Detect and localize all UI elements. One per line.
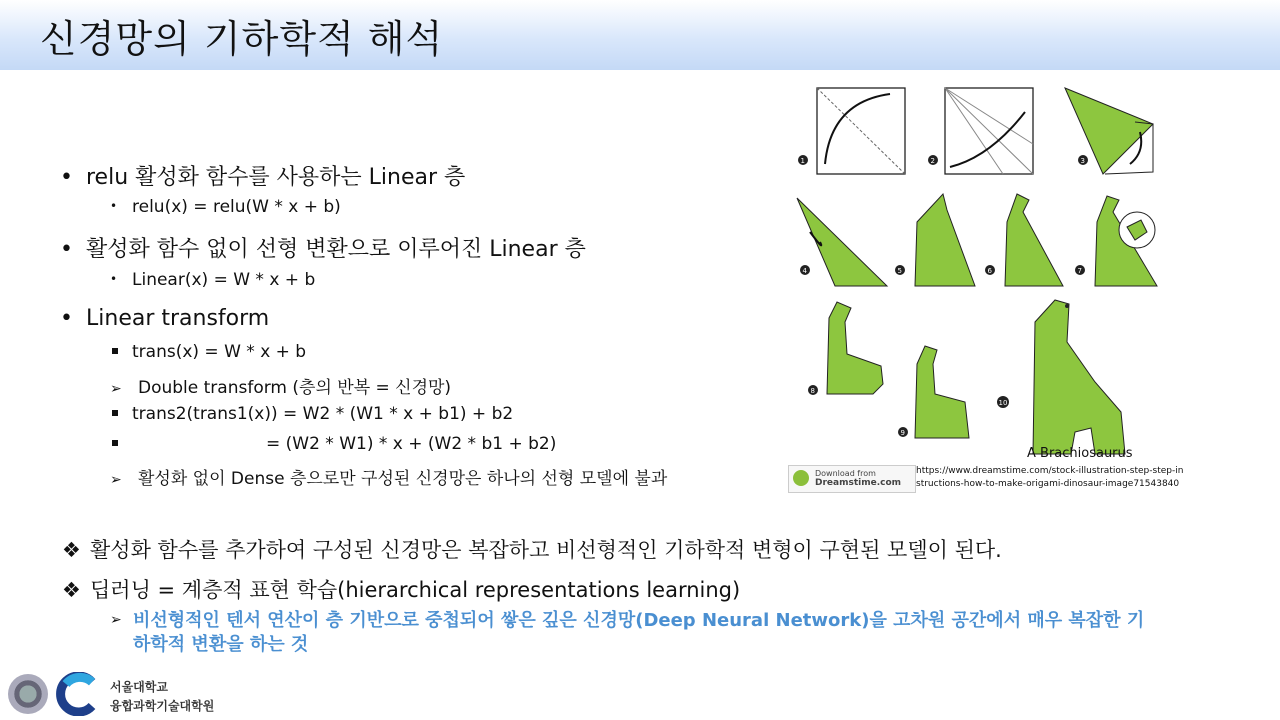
- bullet-text: Double transform (층의 반복 = 신경망): [138, 378, 452, 398]
- step-1-diagram: [798, 88, 905, 174]
- svg-text:10: 10: [998, 399, 1008, 407]
- title-bar: [0, 0, 1280, 70]
- dreamstime-logo-icon: [793, 470, 809, 486]
- bullet-dot: •: [60, 165, 73, 190]
- arrow-bullet-icon: ➢: [110, 381, 122, 397]
- download-label: Download from: [815, 469, 876, 478]
- summary-activation: [62, 534, 1002, 564]
- source-url[interactable]: https://www.dreamstime.com/stock-illustration-step-step-instructions-how-to-make-origami-dinosaur-image71543840: [916, 466, 1184, 489]
- summary-deep-learning: [62, 574, 740, 604]
- sub-bullet-trans2-expanded: [110, 434, 556, 454]
- square-bullet-icon: [112, 440, 118, 446]
- bullet-relu-linear: [60, 160, 465, 191]
- sub-bullet-double-transform: [110, 373, 451, 398]
- bullet-text: trans2(trans1(x)) = W2 * (W1 * x + b1) + b2: [132, 404, 514, 424]
- download-badge: [788, 465, 916, 493]
- step-5-diagram: [895, 194, 975, 286]
- sub-bullet-trans: [110, 342, 306, 362]
- bullet-text: 활성화 함수 없이 선형 변환으로 이루어진 Linear 층: [86, 237, 586, 262]
- bullet-text: relu(x) = relu(W * x + b): [132, 197, 341, 217]
- square-bullet-icon: [112, 348, 118, 354]
- bullet-no-activation-linear: [60, 232, 586, 263]
- bullet-dot: •: [60, 306, 73, 331]
- svg-text:4: 4: [802, 267, 807, 275]
- bullet-text: 활성화 없이 Dense 층으로만 구성된 신경망은 하나의 선형 모델에 불과: [138, 469, 668, 489]
- arrow-bullet-icon: ➢: [110, 472, 122, 488]
- bullet-text: relu 활성화 함수를 사용하는 Linear 층: [86, 165, 466, 190]
- summary-text: 딥러닝 = 계층적 표현 학습(hierarchical representations learning): [90, 578, 741, 602]
- sub-bullet-linear-formula: [110, 270, 315, 290]
- snu-seal-logo: [8, 674, 48, 714]
- diamond-bullet-icon: ❖: [62, 538, 81, 562]
- step-6-diagram: [985, 194, 1063, 286]
- bullet-text: trans(x) = W * x + b: [132, 342, 307, 362]
- step-7-diagram: [1075, 196, 1157, 286]
- bullet-dot: •: [110, 272, 118, 286]
- bullet-dot: •: [60, 237, 73, 262]
- svg-text:7: 7: [1077, 267, 1082, 275]
- svg-text:1: 1: [800, 157, 805, 165]
- page-title: 신경망의 기하학적 해석: [40, 17, 444, 61]
- svg-text:5: 5: [897, 267, 902, 275]
- download-site: Dreamstime.com: [815, 478, 902, 488]
- svg-text:3: 3: [1080, 157, 1085, 165]
- step-10-diagram: [997, 300, 1125, 454]
- step-4-diagram: [797, 198, 887, 286]
- sub-bullet-trans2: [110, 404, 513, 424]
- bullet-text: = (W2 * W1) * x + (W2 * b1 + b2): [266, 434, 557, 454]
- bullet-text: Linear transform: [86, 306, 270, 331]
- convergence-c-logo: [56, 672, 100, 716]
- step-8-diagram: [808, 302, 883, 395]
- summary-text: 활성화 함수를 추가하여 구성된 신경망은 복잡하고 비선형적인 기하학적 변형이 구현된 모델이 된다.: [90, 538, 1002, 562]
- summary-dnn-definition: 비선형적인 텐서 연산이 층 기반으로 중첩되어 쌓은 깊은 신경망(Deep Neural Network)을 고차원 공간에서 매우 복잡한 기하학적 변환을 하는 것: [133, 610, 1145, 655]
- arrow-bullet-icon: ➢: [110, 612, 122, 628]
- diamond-bullet-icon: ❖: [62, 578, 81, 602]
- bullet-dot: •: [110, 199, 118, 213]
- svg-text:8: 8: [810, 387, 815, 395]
- figure-caption: A Brachiosaurus: [1027, 446, 1133, 461]
- institution-school: 융합과학기술대학원: [110, 699, 215, 713]
- sub-bullet-linear-model: [110, 464, 667, 489]
- step-3-diagram: [1065, 88, 1153, 174]
- svg-text:2: 2: [930, 157, 935, 165]
- svg-text:6: 6: [987, 267, 992, 275]
- sub-bullet-relu-formula: [110, 197, 341, 217]
- origami-brachiosaurus-figure: [785, 82, 1185, 492]
- square-bullet-icon: [112, 410, 118, 416]
- institution-name: 서울대학교: [110, 680, 168, 694]
- bullet-linear-transform: [60, 306, 269, 331]
- svg-text:9: 9: [900, 429, 905, 437]
- step-9-diagram: [898, 346, 969, 438]
- step-2-diagram: [928, 88, 1033, 174]
- bullet-text: Linear(x) = W * x + b: [132, 270, 316, 290]
